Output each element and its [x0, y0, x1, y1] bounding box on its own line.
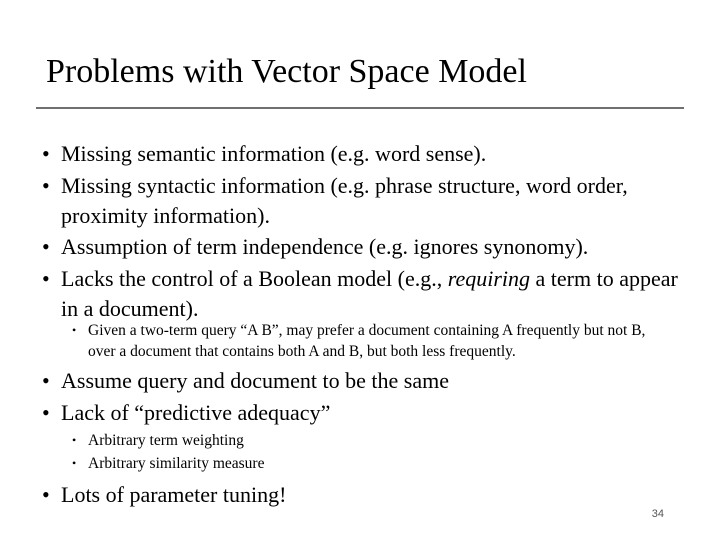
bullet-boolean-control [42, 264, 682, 324]
bullet-text: Given a two-term query “A B”, may prefer a document containing A frequently but not B, over a document that contains both A and B, but both less frequently. [88, 322, 646, 360]
bullet-predictive-adequacy [42, 398, 682, 428]
bullet-dot-icon: • [42, 400, 50, 425]
bullet-term-independence [42, 232, 682, 262]
sub-bullet-similarity-measure [72, 453, 672, 474]
bullet-dot-icon: • [42, 141, 50, 166]
slide-title: Problems with Vector Space Model [46, 53, 527, 90]
sub-bullet-term-weighting [72, 430, 672, 451]
bullet-dot-icon: • [72, 456, 77, 470]
page-number: 34 [651, 508, 664, 520]
bullet-text: Missing semantic information (e.g. word sense). [61, 141, 487, 166]
sub-bullet-two-term-query [72, 320, 672, 362]
bullet-text: Lots of parameter tuning! [61, 482, 287, 507]
bullet-text: Assume query and document to be the same [61, 368, 449, 393]
bullet-text [61, 266, 678, 321]
bullet-dot-icon: • [42, 266, 50, 291]
bullet-dot-icon: • [42, 482, 50, 507]
bullet-text: Lack of “predictive adequacy” [61, 400, 331, 425]
bullet-text-after: a term to appear in a document). [61, 266, 678, 321]
bullet-missing-syntactic [42, 171, 682, 231]
title-divider [36, 107, 684, 109]
bullet-dot-icon: • [72, 433, 77, 447]
bullet-dot-icon: • [42, 234, 50, 259]
bullet-text: Arbitrary term weighting [88, 432, 244, 449]
bullet-text: Arbitrary similarity measure [88, 455, 265, 472]
bullet-text-before: Lacks the control of a Boolean model (e.g., [61, 266, 448, 291]
bullet-text: Assumption of term independence (e.g. ignores synonomy). [61, 234, 589, 259]
bullet-missing-semantic [42, 139, 682, 169]
bullet-text: Missing syntactic information (e.g. phrase structure, word order, proximity information). [61, 173, 628, 228]
bullet-dot-icon: • [42, 173, 50, 198]
bullet-assume-same [42, 366, 682, 396]
bullet-parameter-tuning [42, 480, 682, 510]
emphasis-requiring: requiring [447, 266, 531, 291]
bullet-dot-icon: • [42, 368, 50, 393]
bullet-dot-icon: • [72, 323, 77, 337]
